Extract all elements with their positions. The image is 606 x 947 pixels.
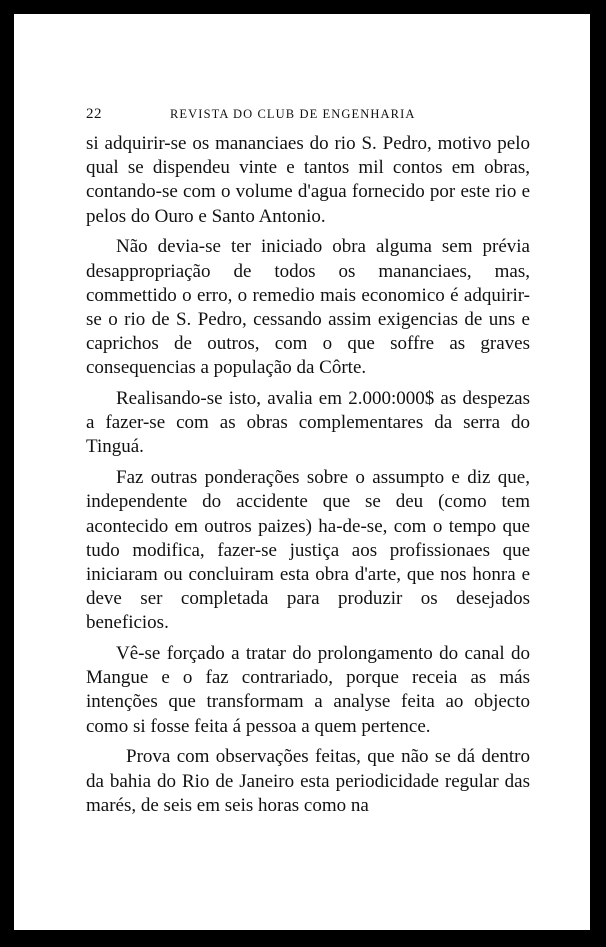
paragraph-1: si adquirir-se os mananciaes do rio S. Pedro, motivo pelo qual se dispendeu vinte e tantos mil contos em obras, contando-se com o volume d'agua fornecido por este rio e pelos do Ouro e Santo Antonio.	[86, 133, 530, 227]
page-number: 22	[86, 106, 102, 122]
body-text	[86, 132, 530, 824]
paragraph-3: Realisando-se isto, avalia em 2.000:000$ as despezas a fazer-se com as obras complementares da serra do Tinguá.	[86, 388, 530, 458]
running-title: REVISTA DO CLUB DE ENGENHARIA	[170, 107, 416, 121]
page-header	[86, 106, 540, 126]
paragraph-4: Faz outras ponderações sobre o assumpto e diz que, independente do accidente que se deu (como tem acontecido em outros paizes) ha-de-se, com o tempo que tudo modifica, fazer-se justiça aos profissionaes que iniciaram ou concluiram esta obra d'arte, que nos honra e deve ser completada para produzir os desejados beneficios.	[86, 467, 530, 634]
paragraph-6: Prova com observações feitas, que não se dá dentro da bahia do Rio de Janeiro esta periodicidade regular das marés, de seis em seis horas como na	[86, 746, 530, 816]
document-page	[14, 14, 590, 930]
paragraph-2: Não devia-se ter iniciado obra alguma sem prévia desappropriação de todos os mananciaes, mas, commettido o erro, o remedio mais economico é adquirir-se o rio de S. Pedro, cessando assim exigencias de uns e caprichos de outros, com o que soffre as graves consequencias a população da Côrte.	[86, 236, 530, 379]
paragraph-5: Vê-se forçado a tratar do prolongamento do canal do Mangue e o faz contrariado, porque receia as más intenções que transformam a analyse feita ao objecto como si fosse feita á pessoa a quem pertence.	[86, 643, 530, 737]
